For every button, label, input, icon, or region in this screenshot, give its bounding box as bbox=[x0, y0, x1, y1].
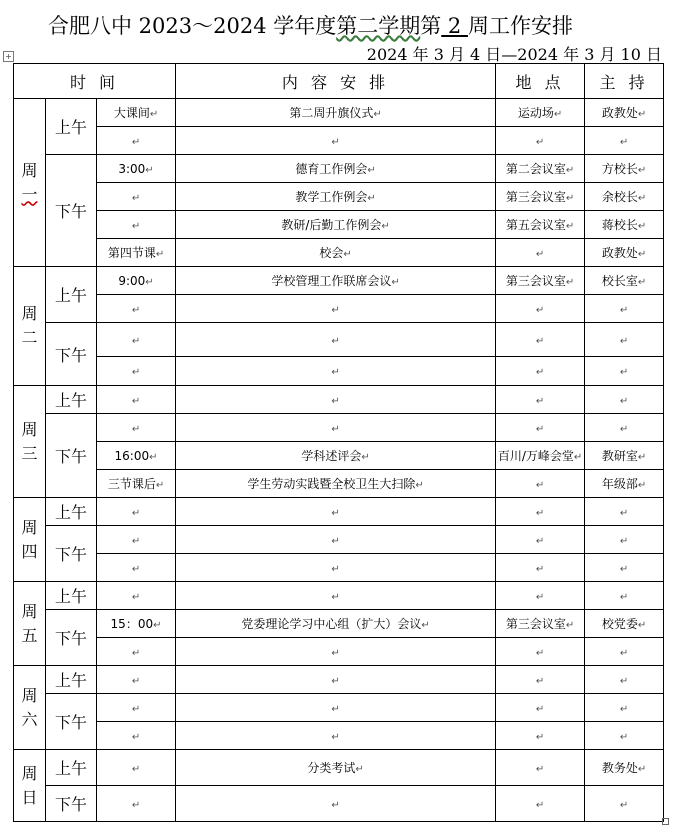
cell-time bbox=[97, 127, 176, 155]
table-row bbox=[14, 470, 664, 498]
cell-time bbox=[97, 582, 176, 610]
cell-place bbox=[496, 323, 585, 357]
table-row bbox=[14, 155, 664, 183]
title-school: 合肥八中 2023～2024 学年度 bbox=[48, 14, 337, 38]
title-week-suffix: 周工作安排 bbox=[467, 14, 573, 38]
cell-time: 第四节课 ↵ bbox=[97, 239, 176, 267]
day-monday bbox=[14, 99, 46, 267]
cell-content bbox=[176, 694, 496, 722]
cell-place bbox=[496, 554, 585, 582]
period-am: 上午 bbox=[46, 386, 97, 414]
schedule-table bbox=[13, 63, 664, 822]
cell-host: 政教处 ↵ bbox=[585, 239, 664, 267]
cell-host bbox=[585, 127, 664, 155]
cell-host: 年级部 ↵ bbox=[585, 470, 664, 498]
cell-content bbox=[176, 127, 496, 155]
table-row bbox=[14, 127, 664, 155]
period-am: 上午 bbox=[46, 498, 97, 526]
cell-time bbox=[97, 357, 176, 386]
cell-host bbox=[585, 554, 664, 582]
cell-time bbox=[97, 526, 176, 554]
day-wednesday bbox=[14, 386, 46, 498]
cell-content: 分类考试 ↵ bbox=[176, 750, 496, 786]
cell-place bbox=[496, 666, 585, 694]
period-pm: 下午 bbox=[46, 155, 97, 267]
cell-time bbox=[97, 750, 176, 786]
period-pm: 下午 bbox=[46, 414, 97, 498]
table-row bbox=[14, 750, 664, 786]
cell-time bbox=[97, 323, 176, 357]
cell-content bbox=[176, 666, 496, 694]
table-row bbox=[14, 211, 664, 239]
cell-host: 教研室 ↵ bbox=[585, 442, 664, 470]
cell-time bbox=[97, 722, 176, 750]
cell-time bbox=[97, 786, 176, 822]
cell-time bbox=[97, 638, 176, 666]
cell-place: 运动场 ↵ bbox=[496, 99, 585, 127]
cell-content: 学生劳动实践暨全校卫生大扫除 ↵ bbox=[176, 470, 496, 498]
cell-time: 15：00 ↵ bbox=[97, 610, 176, 638]
cell-place bbox=[496, 638, 585, 666]
cell-content: 学科述评会 ↵ bbox=[176, 442, 496, 470]
cell-host: 蒋校长 ↵ bbox=[585, 211, 664, 239]
cell-time bbox=[97, 295, 176, 323]
cell-host bbox=[585, 498, 664, 526]
cell-place bbox=[496, 786, 585, 822]
cell-content bbox=[176, 386, 496, 414]
day-thursday-char2: 四 bbox=[21, 541, 38, 561]
cell-time bbox=[97, 666, 176, 694]
table-row bbox=[14, 498, 664, 526]
cell-host: 政教处 ↵ bbox=[585, 99, 664, 127]
cell-host: 方校长 ↵ bbox=[585, 155, 664, 183]
cell-host: 教务处 ↵ bbox=[585, 750, 664, 786]
cell-host bbox=[585, 582, 664, 610]
period-pm: 下午 bbox=[46, 323, 97, 386]
day-monday-char2: 一 bbox=[21, 184, 38, 204]
cell-place: 第三会议室 ↵ bbox=[496, 183, 585, 211]
cell-time bbox=[97, 554, 176, 582]
header-place: 地 点 bbox=[496, 64, 585, 99]
cell-content: 教学工作例会 ↵ bbox=[176, 183, 496, 211]
table-row bbox=[14, 295, 664, 323]
date-range: 2024 年 3 月 4 日—2024 年 3 月 10 日 bbox=[366, 45, 662, 64]
table-resize-handle-icon[interactable] bbox=[662, 818, 669, 825]
cell-host bbox=[585, 722, 664, 750]
cell-content: 党委理论学习中心组（扩大）会议 ↵ bbox=[176, 610, 496, 638]
day-friday-char2: 五 bbox=[21, 625, 38, 645]
table-row bbox=[14, 582, 664, 610]
cell-time bbox=[97, 211, 176, 239]
cell-time bbox=[97, 498, 176, 526]
table-row bbox=[14, 99, 664, 127]
header-host: 主 持 bbox=[585, 64, 664, 99]
cell-host bbox=[585, 357, 664, 386]
day-saturday bbox=[14, 666, 46, 750]
cell-host bbox=[585, 638, 664, 666]
cell-content bbox=[176, 786, 496, 822]
cell-time bbox=[97, 694, 176, 722]
cell-place: 第三会议室 ↵ bbox=[496, 267, 585, 295]
day-sunday bbox=[14, 750, 46, 822]
cell-content bbox=[176, 323, 496, 357]
cell-content bbox=[176, 554, 496, 582]
cell-place bbox=[496, 127, 585, 155]
day-friday-char1: 周 bbox=[21, 601, 38, 621]
cell-content: 教研/后勤工作例会 ↵ bbox=[176, 211, 496, 239]
cell-content bbox=[176, 582, 496, 610]
cell-place bbox=[496, 295, 585, 323]
cell-host bbox=[585, 414, 664, 442]
day-friday bbox=[14, 582, 46, 666]
table-row bbox=[14, 554, 664, 582]
cell-content bbox=[176, 414, 496, 442]
cell-place bbox=[496, 386, 585, 414]
day-monday-char1: 周 bbox=[21, 160, 38, 180]
day-saturday-char2: 六 bbox=[21, 709, 38, 729]
table-row bbox=[14, 357, 664, 386]
cell-content: 校会 ↵ bbox=[176, 239, 496, 267]
page-title bbox=[48, 10, 573, 40]
table-row bbox=[14, 323, 664, 357]
cell-place bbox=[496, 414, 585, 442]
table-row bbox=[14, 386, 664, 414]
cell-content bbox=[176, 638, 496, 666]
title-week-number: 2 bbox=[441, 14, 468, 38]
cell-content bbox=[176, 526, 496, 554]
cell-place bbox=[496, 498, 585, 526]
cell-content: 第二周升旗仪式 ↵ bbox=[176, 99, 496, 127]
cell-place bbox=[496, 526, 585, 554]
cell-host: 校党委 ↵ bbox=[585, 610, 664, 638]
cell-time: 大课间 ↵ bbox=[97, 99, 176, 127]
day-sunday-char2: 日 bbox=[21, 787, 38, 807]
period-pm: 下午 bbox=[46, 526, 97, 582]
period-pm: 下午 bbox=[46, 694, 97, 750]
table-row bbox=[14, 267, 664, 295]
cell-content: 德育工作例会 ↵ bbox=[176, 155, 496, 183]
cell-time: 三节课后 ↵ bbox=[97, 470, 176, 498]
cell-place: 第三会议室 ↵ bbox=[496, 610, 585, 638]
cell-place bbox=[496, 722, 585, 750]
cell-host bbox=[585, 786, 664, 822]
table-header-row bbox=[14, 64, 664, 99]
cell-content: 学校管理工作联席会议 ↵ bbox=[176, 267, 496, 295]
day-sunday-char1: 周 bbox=[21, 763, 38, 783]
cell-time bbox=[97, 386, 176, 414]
day-tuesday bbox=[14, 267, 46, 386]
header-time: 时 间 bbox=[14, 64, 176, 99]
period-am: 上午 bbox=[46, 267, 97, 323]
cell-content bbox=[176, 722, 496, 750]
cell-place bbox=[496, 694, 585, 722]
cell-place bbox=[496, 582, 585, 610]
day-thursday bbox=[14, 498, 46, 582]
cell-host bbox=[585, 295, 664, 323]
period-am: 上午 bbox=[46, 582, 97, 610]
cell-host bbox=[585, 666, 664, 694]
table-row bbox=[14, 610, 664, 638]
table-row bbox=[14, 239, 664, 267]
title-term: 第二学期 bbox=[336, 14, 421, 38]
cell-host bbox=[585, 323, 664, 357]
table-move-handle-icon[interactable]: + bbox=[3, 51, 14, 62]
cell-host bbox=[585, 694, 664, 722]
day-wednesday-char2: 三 bbox=[21, 443, 38, 463]
table-row bbox=[14, 638, 664, 666]
cell-place bbox=[496, 750, 585, 786]
cell-content bbox=[176, 295, 496, 323]
cell-place bbox=[496, 470, 585, 498]
day-tuesday-char2: 二 bbox=[21, 328, 38, 347]
table-row bbox=[14, 442, 664, 470]
header-content: 内 容 安 排 bbox=[176, 64, 496, 99]
table-row bbox=[14, 414, 664, 442]
day-tuesday-char1: 周 bbox=[21, 304, 38, 323]
table-row bbox=[14, 786, 664, 822]
cell-time: 16:00 ↵ bbox=[97, 442, 176, 470]
cell-place: 百川/万峰会堂 ↵ bbox=[496, 442, 585, 470]
cell-time bbox=[97, 414, 176, 442]
table-row bbox=[14, 694, 664, 722]
period-am: 上午 bbox=[46, 666, 97, 694]
cell-host: 余校长 ↵ bbox=[585, 183, 664, 211]
cell-host: 校长室 ↵ bbox=[585, 267, 664, 295]
cell-place bbox=[496, 357, 585, 386]
day-saturday-char1: 周 bbox=[21, 685, 38, 705]
cell-time bbox=[97, 183, 176, 211]
table-row bbox=[14, 183, 664, 211]
period-pm: 下午 bbox=[46, 610, 97, 666]
day-wednesday-char1: 周 bbox=[21, 419, 38, 439]
period-pm: 下午 bbox=[46, 786, 97, 822]
period-am: 上午 bbox=[46, 99, 97, 155]
cell-content bbox=[176, 498, 496, 526]
table-row bbox=[14, 666, 664, 694]
cell-place: 第五会议室 ↵ bbox=[496, 211, 585, 239]
table-row bbox=[14, 526, 664, 554]
day-thursday-char1: 周 bbox=[21, 517, 38, 537]
cell-time: 9:00 ↵ bbox=[97, 267, 176, 295]
cell-content bbox=[176, 357, 496, 386]
cell-time: 3:00 ↵ bbox=[97, 155, 176, 183]
title-week-prefix: 第 bbox=[420, 14, 442, 38]
cell-host bbox=[585, 386, 664, 414]
table-row bbox=[14, 722, 664, 750]
period-am: 上午 bbox=[46, 750, 97, 786]
cell-place: 第二会议室 ↵ bbox=[496, 155, 585, 183]
cell-host bbox=[585, 526, 664, 554]
cell-place bbox=[496, 239, 585, 267]
